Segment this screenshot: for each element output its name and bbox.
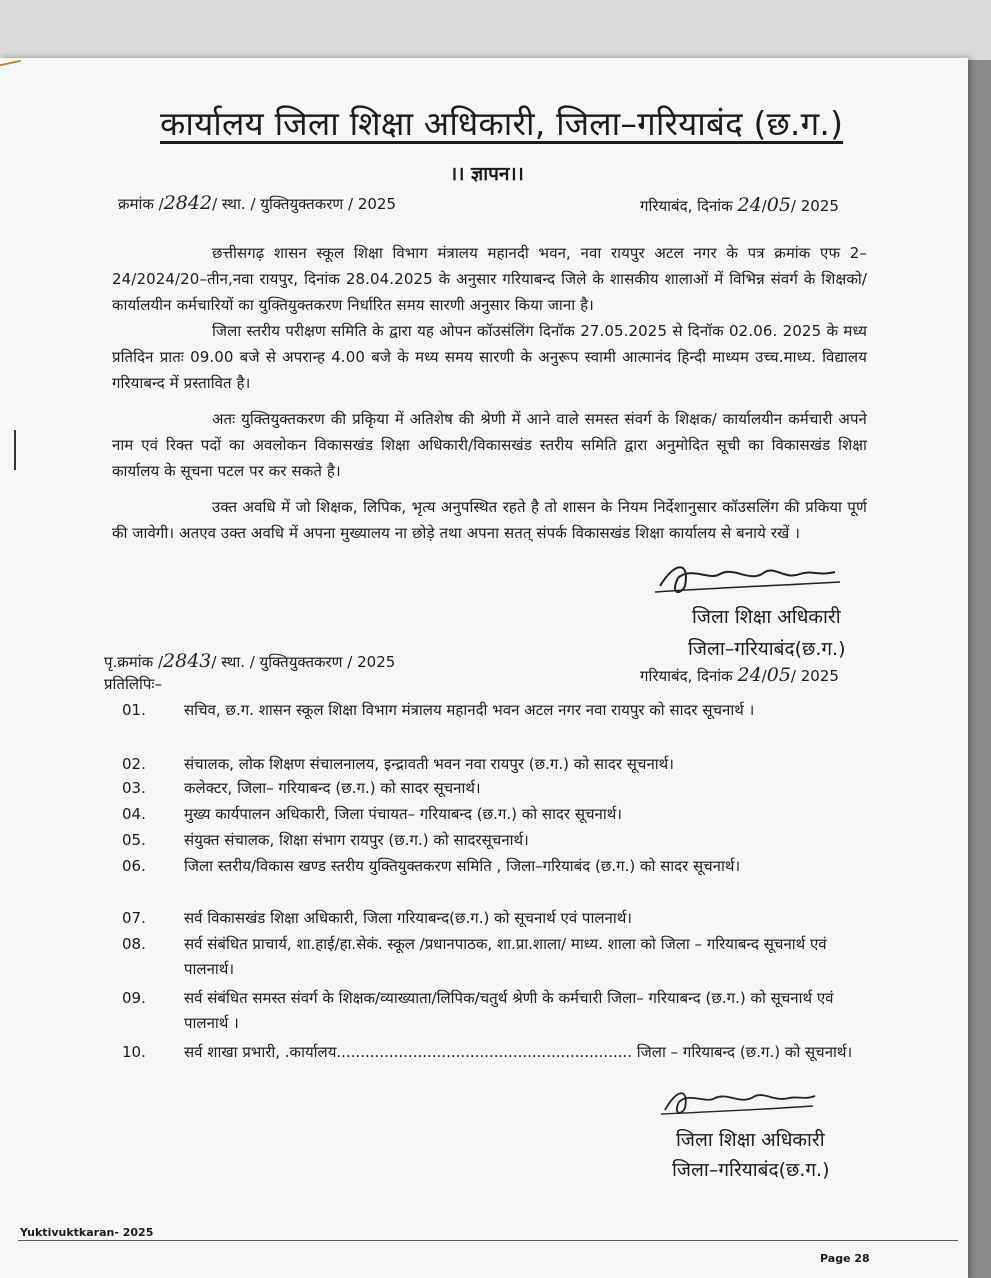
date-month-handwritten: 05 (766, 194, 791, 216)
list-item-text: संचालक, लोक शिक्षण संचालनालय, इन्द्रावती भवन नवा रायपुर (छ.ग.) को सादर सूचनार्थ। (184, 755, 674, 773)
list-item (122, 906, 862, 931)
list-item (122, 828, 862, 853)
list-item-number: 05. (122, 831, 146, 849)
memo-heading: ।। ज्ञापन।। (450, 163, 524, 185)
signature-2-district: जिला–गरियाबंद(छ.ग.) (672, 1159, 830, 1181)
list-item-number: 02. (122, 755, 146, 773)
list-item (122, 802, 862, 827)
list-item-number: 01. (122, 701, 146, 719)
copy-reference-prefix: पृ.क्रमांक / (104, 653, 164, 671)
date-prefix: गरियाबंद, दिनांक (640, 197, 733, 215)
signature-1-image (650, 556, 860, 601)
copy-date-day-handwritten: 24 (737, 664, 762, 686)
list-item (122, 986, 862, 1036)
date-day-handwritten: 24 (737, 194, 762, 216)
list-item-number: 08. (122, 935, 146, 953)
copy-to-label: प्रतिलिपिः– (104, 675, 162, 693)
page-number: Page 28 (820, 1252, 870, 1265)
reference-number-handwritten: 2842 (163, 192, 213, 214)
margin-mark (14, 430, 16, 470)
list-item-number: 10. (122, 1043, 146, 1061)
reference-suffix: / स्था. / युक्तियुक्तकरण / 2025 (212, 195, 396, 213)
list-item (122, 776, 862, 801)
footer-document-label: Yuktivuktkaran- 2025 (20, 1226, 154, 1239)
list-item-text: जिला स्तरीय/विकास खण्ड स्तरीय युक्तियुक्तकरण समिति , जिला–गरियाबंद (छ.ग.) को सादर सूचनार्थ। (184, 857, 741, 875)
copy-reference-number (104, 650, 395, 672)
top-background (0, 0, 991, 60)
date-year: / 2025 (790, 197, 839, 215)
list-item (122, 932, 862, 982)
footer-divider (18, 1240, 958, 1241)
copy-date-prefix: गरियाबंद, दिनांक (640, 667, 733, 685)
list-item-text: सर्व संबंधित प्राचार्य, शा.हाई/हा.सेकं. स्कूल /प्रधानपाठक, शा.प्रा.शाला/ माध्य. शाला को जिला – गरियाबन्द सूचनार्थ एवं पालनार्थ। (184, 935, 827, 978)
list-item-text: सचिव, छ.ग. शासन स्कूल शिक्षा विभाग मंत्रालय महानदी भवन अटल नगर नवा रायपुर को सादर सूचनार्थ । (184, 701, 755, 719)
list-item-number: 04. (122, 805, 146, 823)
list-item-text: सर्व संबंधित समस्त संवर्ग के शिक्षक/व्याख्याता/लिपिक/चतुर्थ श्रेणी के कर्मचारी जिला– गरियाबन्द (छ.ग.) को सूचनार्थ एवं पालनार्थ । (184, 989, 834, 1032)
copy-date-month-handwritten: 05 (766, 664, 791, 686)
reference-prefix: क्रमांक / (118, 195, 164, 213)
signature-2-designation: जिला शिक्षा अधिकारी (676, 1129, 825, 1151)
list-item-number: 06. (122, 857, 146, 875)
list-item-text: मुख्य कार्यपालन अधिकारी, जिला पंचायत– गरियाबन्द (छ.ग.) को सादर सूचनार्थ। (184, 805, 622, 823)
copy-reference-number-handwritten: 2843 (163, 650, 212, 672)
list-item-text: सर्व विकासखंड शिक्षा अधिकारी, जिला गरियाबन्द(छ.ग.) को सूचनार्थ एवं पालनार्थ। (184, 909, 632, 927)
paragraph-4: उक्त अवधि में जो शिक्षक, लिपिक, भृत्य अनुपस्थित रहते है तो शासन के नियम निर्देशानुसार कॉउसलिंग की प्रकिया पूर्ण की जावेगी। अतएव उक्त अवधि में अपना मुख्यालय ना छोड़े तथा अपना सतत् संपर्क विकासखंड शिक्षा कार्यालय से बनाये रखें । (112, 498, 867, 542)
signature-1-district: जिला–गरियाबंद(छ.ग.) (688, 638, 846, 660)
copy-date-year: / 2025 (790, 667, 839, 685)
list-item (122, 752, 862, 777)
office-title: कार्यालय जिला शिक्षा अधिकारी, जिला–गरियाबंद (छ.ग.) (160, 104, 844, 143)
list-item-text: संयुक्त संचालक, शिक्षा संभाग रायपुर (छ.ग.) को सादरसूचनार्थ। (184, 831, 529, 849)
list-item (122, 1040, 862, 1090)
signature-2-image (655, 1084, 825, 1120)
list-item-number: 09. (122, 989, 146, 1007)
paragraph-2: जिला स्तरीय परीक्षण समिति के द्वारा यह ओपन कॉउसंलिंग दिनॉक 27.05.2025 से दिनॉक 02.06. 2025 के मध्य प्रतिदिन प्रातः 09.00 बजे से अपरान्ह 4.00 बजे के मध्य समय सारणी के अनुरूप स्वामी आत्मानंद हिन्दी माध्यम उच्च.माध्य. विद्यालय गरियाबन्द में प्रस्तावित है। (112, 322, 867, 392)
paragraph-1: छत्तीसगढ़ शासन स्कूल शिक्षा विभाग मंत्रालय महानदी भवन, नवा रायपुर अटल नगर के पत्र क्रमांक एफ 2–24/2024/20–तीन,नवा रायपुर, दिनांक 28.04.2025 के अनुसार गरियाबन्द जिले के शासकीय शालाओं में विभिन्न संवर्ग के शिक्षको/कार्यालयीन कर्मचारियों का युक्तियुक्तकरण निर्धारित समय सारणी अनुसार किया जाना है। (112, 244, 867, 314)
signature-1-designation: जिला शिक्षा अधिकारी (692, 606, 841, 628)
copy-issue-date: गरियाबंद, दिनांक 24/05/ 2025 (640, 664, 839, 686)
issue-date: गरियाबंद, दिनांक 24/05/ 2025 (640, 194, 839, 216)
list-item-text: कलेक्टर, जिला– गरियाबन्द (छ.ग.) को सादर सूचनार्थ। (184, 779, 481, 797)
list-item (122, 698, 862, 748)
paragraph-3: अतः युक्तियुक्तकरण की प्रकिृया में अतिशेष की श्रेणी में आने वाले समस्त संवर्ग के शिक्षक/ कार्यालयीन कर्मचारी अपने नाम एवं रिक्त पदों का अवलोकन विकासखंड शिक्षा अधिकारी/विकासखंड स्तरीय समिति द्वारा अनुमोदित सूची का विकासखंड शिक्षा कार्यालय के सूचना पटल पर कर सकते है। (112, 410, 867, 480)
copy-reference-suffix: / स्था. / युक्तियुक्तकरण / 2025 (211, 653, 396, 671)
list-item-number: 07. (122, 909, 146, 927)
list-item (122, 854, 862, 904)
list-item-text: सर्व शाखा प्रभारी, .कार्यालय.............................................................. जिला – गरियाबन्द (छ.ग.) को सूचनार्थ। (184, 1043, 853, 1061)
reference-number (118, 192, 396, 214)
list-item-number: 03. (122, 779, 146, 797)
